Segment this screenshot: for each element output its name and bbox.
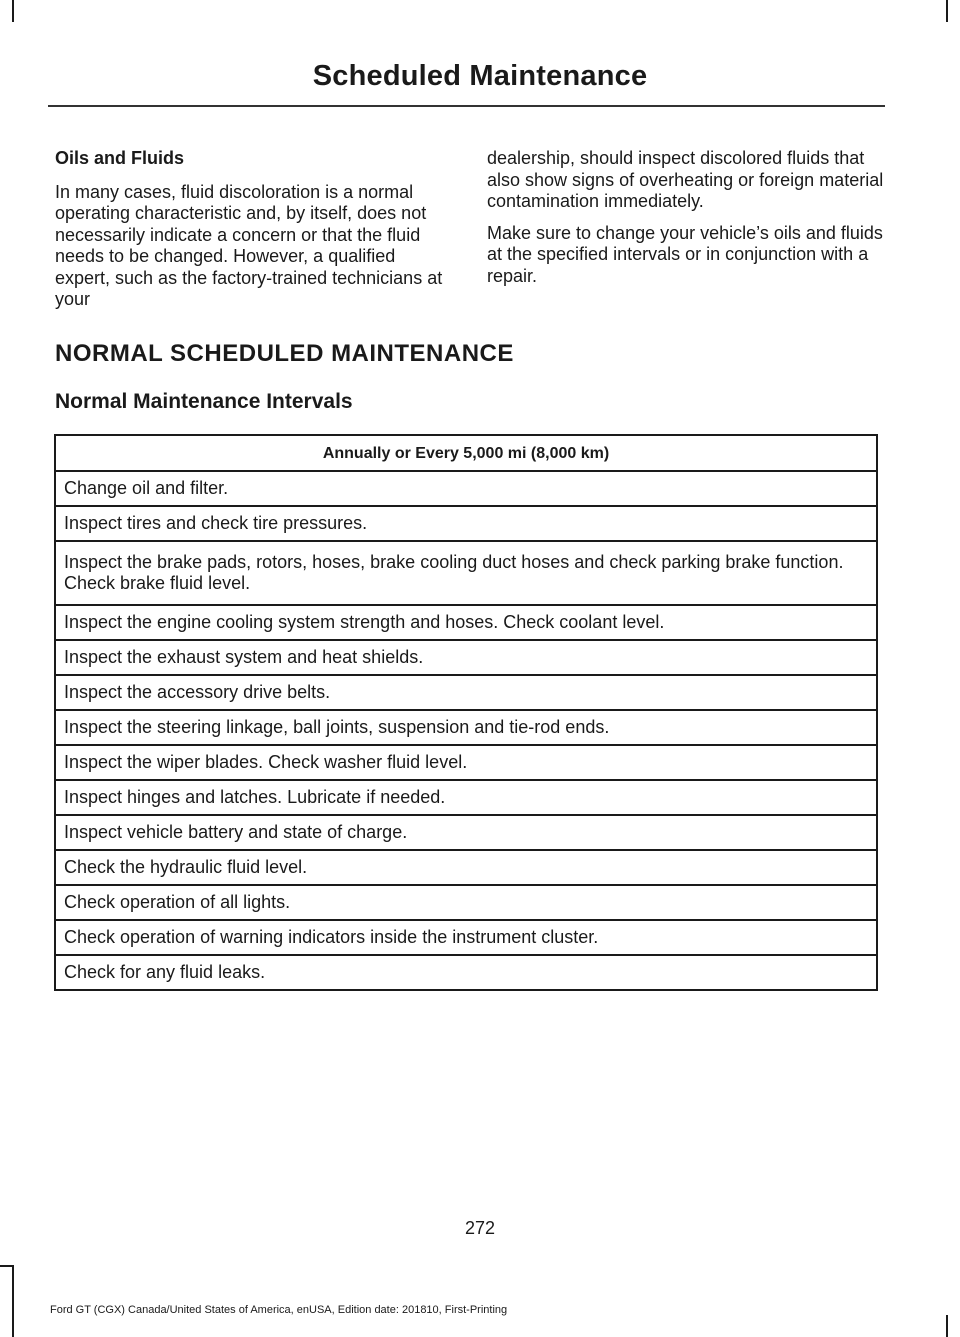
table-row [55, 675, 877, 710]
table-cell: Inspect the brake pads, rotors, hoses, brake cooling duct hoses and check parking brake function. Check brake fluid level. [55, 541, 877, 605]
table-cell: Check operation of warning indicators inside the instrument cluster. [55, 920, 877, 955]
table-cell: Inspect the wiper blades. Check washer fluid level. [55, 745, 877, 780]
crop-mark-bottom-right [946, 1315, 948, 1337]
page-number: 272 [464, 1218, 496, 1238]
table-row [55, 541, 877, 605]
table-cell: Inspect the engine cooling system strength and hoses. Check coolant level. [55, 605, 877, 640]
section-heading: NORMAL SCHEDULED MAINTENANCE [55, 340, 514, 367]
table-row [55, 955, 877, 990]
intro-paragraph-part2: dealership, should inspect discolored fluids that also show signs of overheating or foreign material contamination immediately. [487, 148, 884, 211]
table-header-row [55, 435, 877, 471]
intro-paragraph-part1: In many cases, fluid discoloration is a normal operating characteristic and, by itself, does not necessarily indicate a concern or that the fluid needs to be changed. However, a qualified expert, such as the factory-trained technicians at your [55, 181, 443, 309]
crop-mark-bottom-left-horizontal [0, 1265, 14, 1267]
table-row [55, 471, 877, 506]
table-cell: Inspect the exhaust system and heat shields. [55, 640, 877, 675]
table-row [55, 885, 877, 920]
table-row [55, 815, 877, 850]
table-row [55, 780, 877, 815]
table-cell: Check for any fluid leaks. [55, 955, 877, 990]
table-cell: Inspect tires and check tire pressures. [55, 506, 877, 541]
table-cell: Inspect the accessory drive belts. [55, 675, 877, 710]
table-row [55, 920, 877, 955]
crop-mark-top-left [12, 0, 14, 22]
table-row [55, 506, 877, 541]
page-title: Scheduled Maintenance [312, 60, 648, 92]
table-row [55, 640, 877, 675]
intervals-subheading: Normal Maintenance Intervals [55, 390, 353, 413]
table-header: Annually or Every 5,000 mi (8,000 km) [55, 435, 877, 471]
crop-mark-bottom-left [12, 1267, 14, 1337]
table-cell: Check operation of all lights. [55, 885, 877, 920]
intro-column-right [487, 148, 885, 297]
table-cell: Inspect vehicle battery and state of charge. [55, 815, 877, 850]
table-cell: Inspect the steering linkage, ball joints, suspension and tie-rod ends. [55, 710, 877, 745]
table-cell: Inspect hinges and latches. Lubricate if needed. [55, 780, 877, 815]
table-cell: Change oil and filter. [55, 471, 877, 506]
intro-paragraph-2: Make sure to change your vehicle’s oils and fluids at the specified intervals or in conjunction with a repair. [487, 222, 883, 286]
table-row [55, 605, 877, 640]
table-row [55, 710, 877, 745]
title-divider [48, 105, 885, 107]
table-row [55, 850, 877, 885]
table-row [55, 745, 877, 780]
edition-footer: Ford GT (CGX) Canada/United States of America, enUSA, Edition date: 201810, First-Printing [50, 1304, 508, 1316]
crop-mark-top-right [946, 0, 948, 22]
table-cell: Check the hydraulic fluid level. [55, 850, 877, 885]
oils-fluids-subheading: Oils and Fluids [55, 148, 185, 168]
intro-column-left [55, 148, 450, 321]
maintenance-table [54, 434, 878, 991]
